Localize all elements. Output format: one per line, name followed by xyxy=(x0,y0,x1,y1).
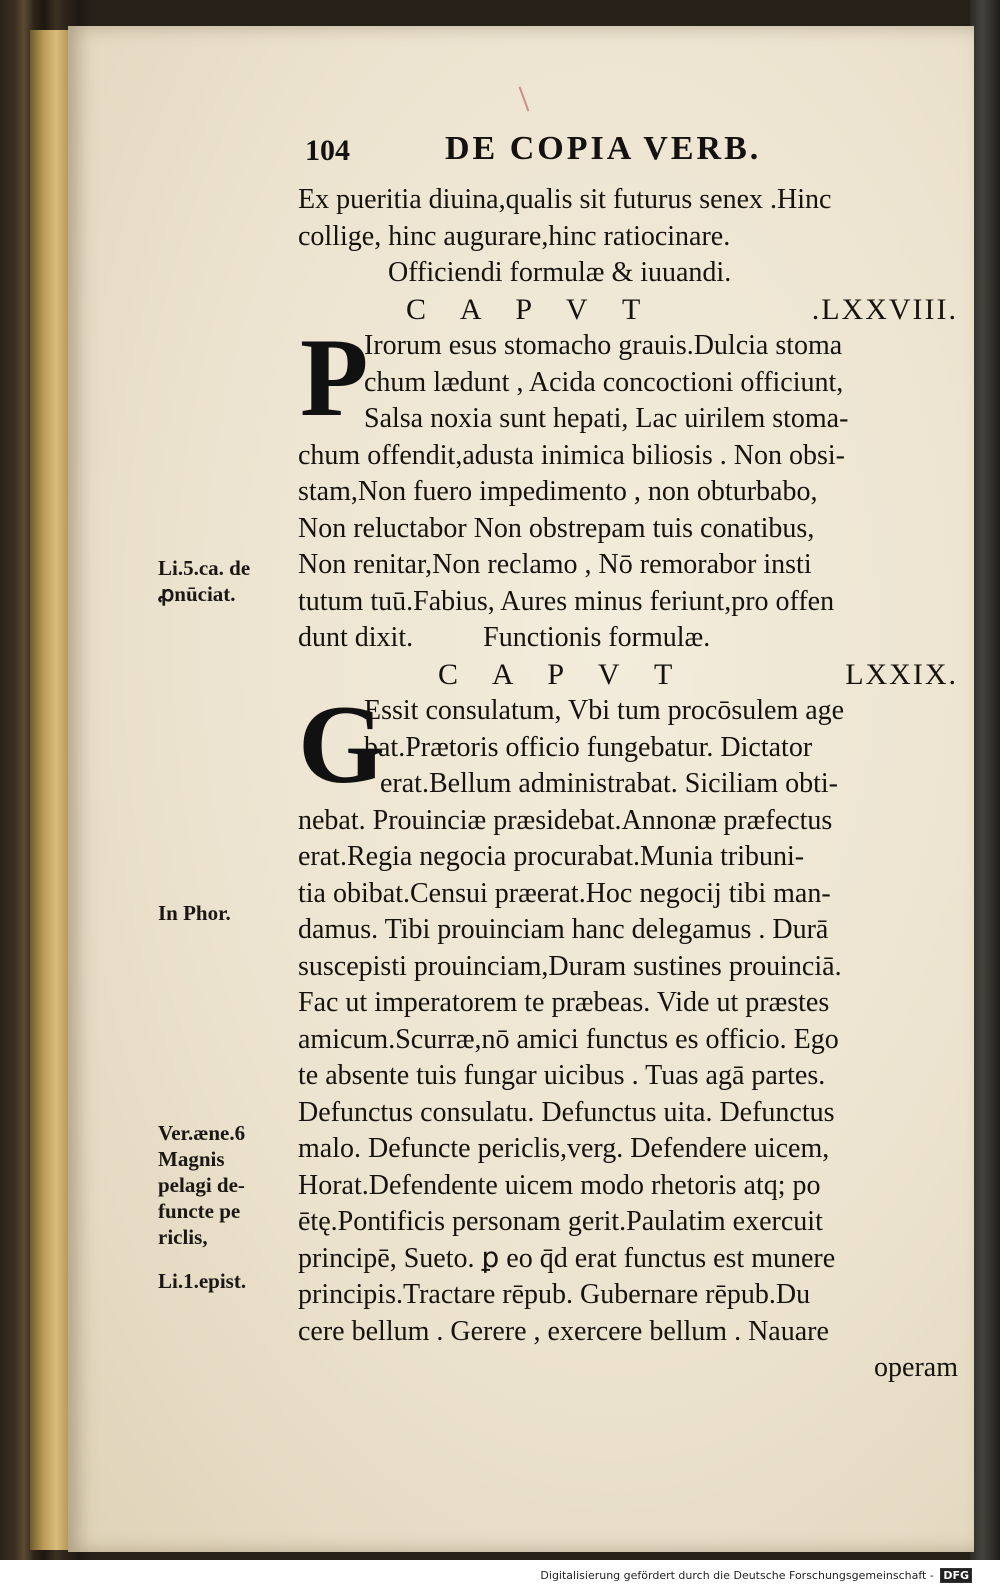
credit-text: Digitalisierung gefördert durch die Deutsche Forschungsgemeinschaft - xyxy=(540,1569,934,1582)
margin-note xyxy=(158,900,298,926)
text-line: nebat. Prouinciæ præsidebat.Annonæ præfectus xyxy=(298,804,833,836)
digitization-credit xyxy=(540,1568,972,1583)
chapter-heading xyxy=(298,657,958,694)
text-line: Ex pueritia diuina,qualis sit futurus senex .Hinc xyxy=(298,184,832,215)
margin-note-line: Ver.æne.6 xyxy=(158,1121,246,1145)
running-title: DE COPIA VERB. xyxy=(445,130,762,167)
chapter-word: C A P V T xyxy=(406,292,655,326)
paragraph xyxy=(298,683,958,1350)
text-line: suscepisti prouinciam,Duram sustines prouinciā. xyxy=(298,950,842,982)
text-line: Irorum esus stomacho grauis.Dulcia stoma xyxy=(364,330,843,361)
text-line: ētę.Pontificis personam gerit.Paulatim exercuit xyxy=(298,1206,823,1237)
drop-capital: G xyxy=(298,683,386,807)
chapter-number: LXXIX. xyxy=(845,657,958,691)
text-line: Essit consulatum, Vbi tum procōsulem age xyxy=(364,695,845,726)
margin-note-line: ꝓnūciat. xyxy=(158,582,236,606)
text-line: tia obibat.Censui præerat.Hoc negocij tibi man- xyxy=(298,877,831,909)
paragraph xyxy=(298,316,958,657)
page-header xyxy=(305,130,825,174)
margin-note-line: functe pe xyxy=(158,1199,241,1223)
text-line: Non renitar,Non reclamo , Nō remorabor insti xyxy=(298,549,812,580)
folio-number: 104 xyxy=(305,134,350,167)
text-line: cere bellum . Gerere , exercere bellum . Nauare xyxy=(298,1315,829,1347)
section-heading: Officiendi formulæ & iuuandi. xyxy=(388,257,732,288)
margin-note-line: pelagi de- xyxy=(158,1173,245,1197)
text-line: Fac ut imperatorem te præbeas. Vide ut præstes xyxy=(298,987,830,1018)
chapter-number: .LXXVIII. xyxy=(811,292,958,326)
text-line: amicum.Scurræ,nō amici functus es officio. Ego xyxy=(298,1023,839,1055)
margin-note-line: Li.5.ca. de xyxy=(158,556,251,580)
main-text xyxy=(298,182,958,1387)
text-line: stam,Non fuero impedimento , non obturbabo, xyxy=(298,476,818,507)
text-line: damus. Tibi prouinciam hanc delegamus . Durā xyxy=(298,914,829,945)
text-line: principē, Sueto. ꝑ eo q̄d erat functus est munere xyxy=(298,1242,836,1274)
text-line: Horat.Defendente uicem modo rhetoris atq; po xyxy=(298,1169,821,1201)
text-line: dunt dixit. Functionis formulæ. xyxy=(298,622,711,653)
text-line: Defunctus consulatu. Defunctus uita. Defunctus xyxy=(298,1096,835,1128)
text-line: te absente tuis fungar uicibus . Tuas agā partes. xyxy=(298,1060,826,1091)
text-line: erat.Bellum administrabat. Siciliam obti- xyxy=(380,768,839,799)
chapter-heading xyxy=(298,292,958,329)
margin-note xyxy=(158,1268,298,1294)
text-line: principis.Tractare rēpub. Gubernare rēpub.Du xyxy=(298,1279,811,1310)
text-line: Salsa noxia sunt hepati, Lac uirilem stoma- xyxy=(364,403,849,434)
text-line: chum offendit,adusta inimica biliosis . Non obsi- xyxy=(298,439,845,471)
dfg-logo: DFG xyxy=(940,1568,972,1583)
text-line: bat.Prætoris officio fungebatur. Dictator xyxy=(364,731,813,763)
margin-note-line: riclis, xyxy=(158,1225,208,1249)
text-line: collige, hinc augurare,hinc ratiocinare. xyxy=(298,220,731,252)
margin-note-line: Magnis xyxy=(158,1147,225,1171)
text-line: malo. Defuncte periclis,verg. Defendere uicem, xyxy=(298,1133,830,1164)
text-line: Non reluctabor Non obstrepam tuis conatibus, xyxy=(298,512,815,544)
margin-note-line: Li.1.epist. xyxy=(158,1269,247,1293)
catchword: operam xyxy=(874,1352,958,1383)
margin-note xyxy=(158,555,298,607)
margin-note-line: In Phor. xyxy=(158,901,231,925)
text-line: erat.Regia negocia procurabat.Munia tribuni- xyxy=(298,841,805,872)
text-line: tutum tuū.Fabius, Aures minus feriunt,pro offen xyxy=(298,585,835,617)
drop-capital: P xyxy=(300,316,369,440)
text-line: chum lædunt , Acida concoctioni officiunt, xyxy=(364,366,844,398)
chapter-word: C A P V T xyxy=(438,657,687,691)
pencil-mark xyxy=(519,86,530,111)
margin-note xyxy=(158,1120,298,1250)
